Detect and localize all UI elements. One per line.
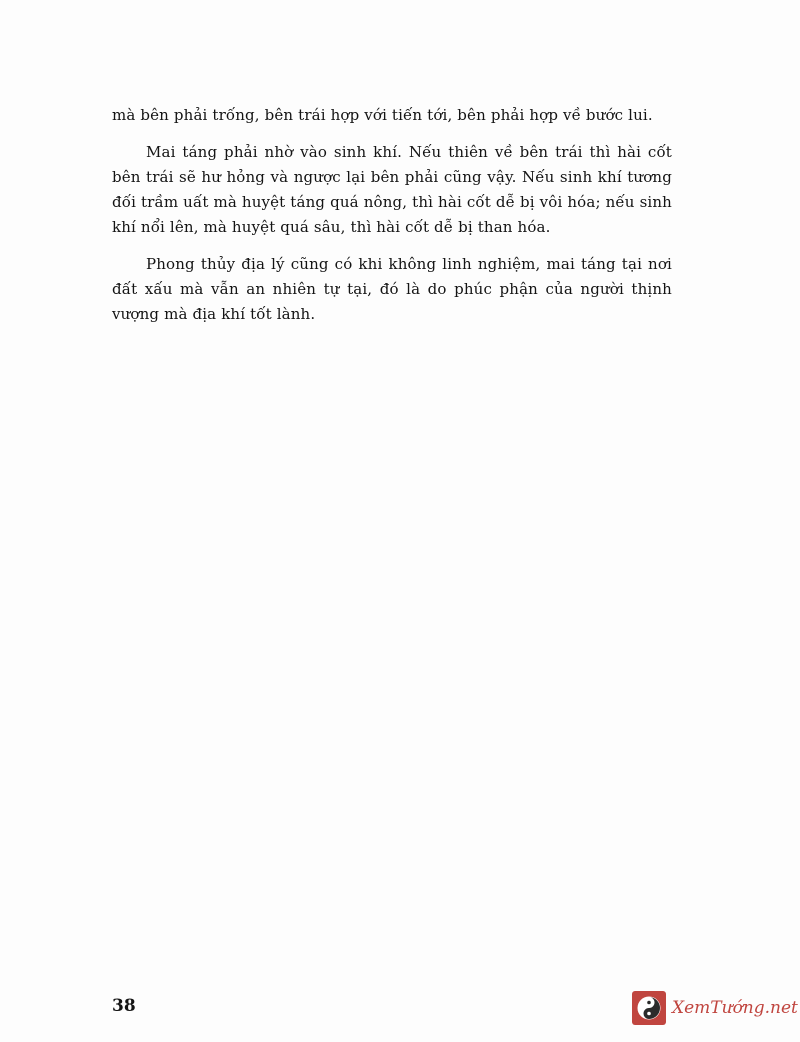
watermark-text: XemTướng.net (672, 998, 798, 1018)
site-watermark (632, 990, 798, 1026)
body-text (112, 103, 672, 339)
paragraph-burial: Mai táng phải nhờ vào sinh khí. Nếu thiên về bên trái thì hài cốt bên trái sẽ hư hỏng và ngược lại bên phải cũng vậy. Nếu sinh khí tương đối trầm uất mà huyệt táng quá nông, thì hài cốt dễ bị vôi hóa; nếu sinh khí nổi lên, mà huyệt quá sâu, thì hài cốt dễ bị than hóa. (112, 143, 672, 236)
yin-yang-icon (632, 991, 666, 1025)
page-number: 38 (112, 996, 136, 1016)
paragraph-continuation: mà bên phải trống, bên trái hợp với tiến tới, bên phải hợp về bước lui. (112, 106, 653, 124)
paragraph-fengshui: Phong thủy địa lý cũng có khi không linh nghiệm, mai táng tại nơi đất xấu mà vẫn an nhiên tự tại, đó là do phúc phận của người thịnh vượng mà địa khí tốt lành. (112, 255, 672, 323)
